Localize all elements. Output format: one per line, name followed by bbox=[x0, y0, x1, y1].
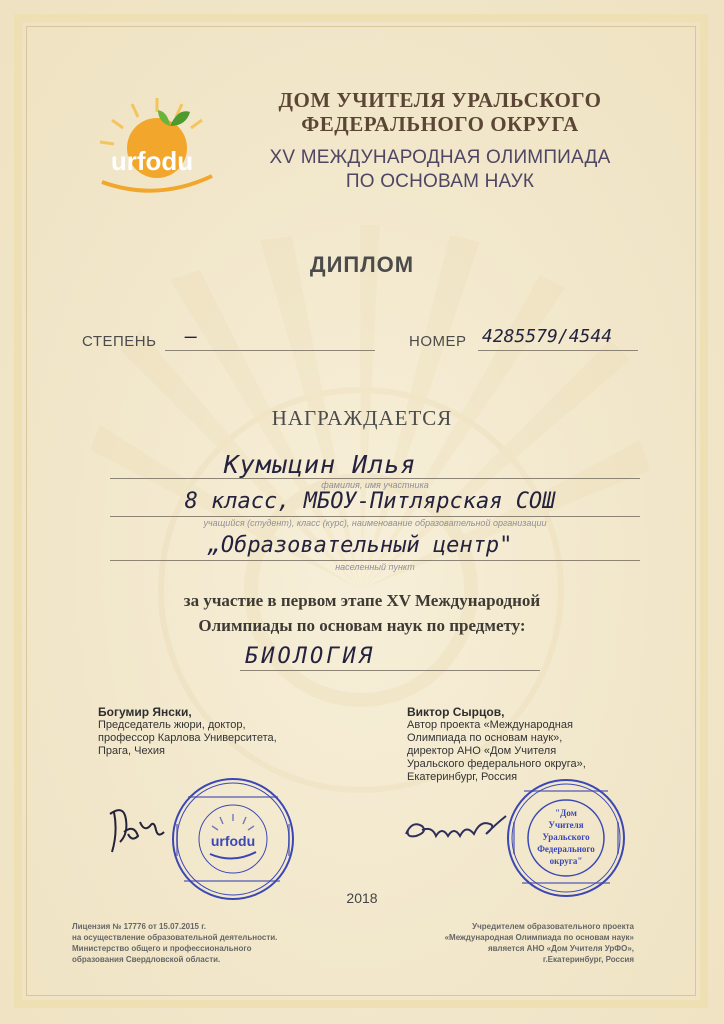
recipient-school: 8 класс, МБОУ-Питлярская СОШ bbox=[184, 489, 556, 514]
signatory-left bbox=[98, 705, 328, 758]
event-name bbox=[220, 146, 660, 194]
footer-left-line: Министерство общего и профессионального bbox=[72, 944, 252, 953]
number-value: 4285579/4544 bbox=[482, 326, 613, 347]
number-line bbox=[478, 350, 638, 351]
subject-line bbox=[240, 670, 540, 671]
signatory-right-line: Екатеринбург, Россия bbox=[407, 771, 518, 783]
participation-text bbox=[120, 588, 604, 638]
degree-value: — bbox=[185, 324, 198, 348]
recipient-name-line bbox=[110, 478, 640, 479]
recipient-place: „Образовательный центр" bbox=[207, 533, 513, 558]
signatory-right-line: Олимпиада по основам наук», bbox=[407, 732, 563, 744]
subject-value: БИОЛОГИЯ bbox=[245, 644, 375, 669]
footer-right-line: является АНО «Дом Учителя УрФО», bbox=[487, 944, 634, 953]
participation-line1: за участие в первом этапе XV Международной bbox=[183, 591, 541, 610]
signatory-left-line: профессор Карлова Университета, bbox=[98, 732, 277, 744]
number-label: НОМЕР bbox=[409, 333, 467, 350]
recipient-name: Кумыцин Илья bbox=[223, 450, 417, 479]
footer-left-line: на осуществление образовательной деятельности. bbox=[72, 933, 278, 942]
right-stamp-center-line: Учителя bbox=[548, 820, 584, 830]
footer-right-line: Учредителем образовательного проекта bbox=[472, 922, 634, 931]
signatory-left-line: Прага, Чехия bbox=[98, 745, 165, 757]
right-stamp-center-line: Уральского bbox=[542, 832, 590, 842]
participation-line2: Олимпиады по основам наук по предмету: bbox=[198, 616, 526, 635]
org-name-line2: ФЕДЕРАЛЬНОГО ОКРУГА bbox=[301, 112, 579, 136]
recipient-school-caption: учащийся (студент), класс (курс), наименование образовательной организации bbox=[203, 518, 547, 528]
recipient-school-line bbox=[110, 516, 640, 517]
recipient-name-caption: фамилия, имя участника bbox=[321, 480, 429, 490]
document-title: ДИПЛОМ bbox=[309, 252, 415, 277]
left-stamp-center: urfodu bbox=[210, 833, 256, 849]
right-stamp-center-line: округа" bbox=[549, 856, 583, 866]
signatory-right-line: Уральского федерального округа», bbox=[407, 758, 586, 770]
recipient-place-caption: населенный пункт bbox=[335, 562, 415, 572]
footer-left-line: образования Свердловской области. bbox=[72, 955, 221, 964]
right-signature bbox=[402, 808, 512, 848]
recipient-place-line bbox=[110, 560, 640, 561]
right-stamp-center-line: "Дом bbox=[555, 808, 577, 818]
signatory-right-line: Автор проекта «Международная bbox=[407, 719, 573, 731]
footer-license bbox=[72, 921, 322, 965]
event-line1: XV МЕЖДУНАРОДНАЯ ОЛИМПИАДА bbox=[269, 147, 611, 168]
footer-left-line: Лицензия № 17776 от 15.07.2015 г. bbox=[72, 922, 206, 931]
event-line2: ПО ОСНОВАМ НАУК bbox=[345, 171, 535, 192]
organization-name bbox=[240, 88, 640, 136]
org-name-line1: ДОМ УЧИТЕЛЯ УРАЛЬСКОГО bbox=[278, 88, 602, 112]
signatory-left-name: Богумир Янски, bbox=[98, 705, 192, 719]
footer-founder bbox=[400, 921, 634, 965]
issue-year: 2018 bbox=[346, 890, 378, 906]
right-stamp-center-line: Федерального bbox=[537, 844, 595, 854]
urfodu-logo bbox=[92, 90, 222, 200]
left-signature bbox=[100, 792, 170, 862]
signatory-left-line: Председатель жюри, доктор, bbox=[98, 719, 246, 731]
right-stamp bbox=[504, 776, 628, 900]
degree-line bbox=[165, 350, 375, 351]
awarded-heading: НАГРАЖДАЕТСЯ bbox=[271, 406, 453, 430]
signatory-right-name: Виктор Сырцов, bbox=[407, 705, 505, 719]
degree-label: СТЕПЕНЬ bbox=[82, 333, 157, 350]
logo-text: urfodu bbox=[110, 146, 194, 176]
left-stamp bbox=[168, 774, 298, 904]
signatory-right-line: директор АНО «Дом Учителя bbox=[407, 745, 557, 757]
signatory-right bbox=[407, 705, 637, 784]
footer-right-line: «Международная Олимпиада по основам наук» bbox=[444, 933, 634, 942]
footer-right-line: г.Екатеринбург, Россия bbox=[542, 955, 634, 964]
